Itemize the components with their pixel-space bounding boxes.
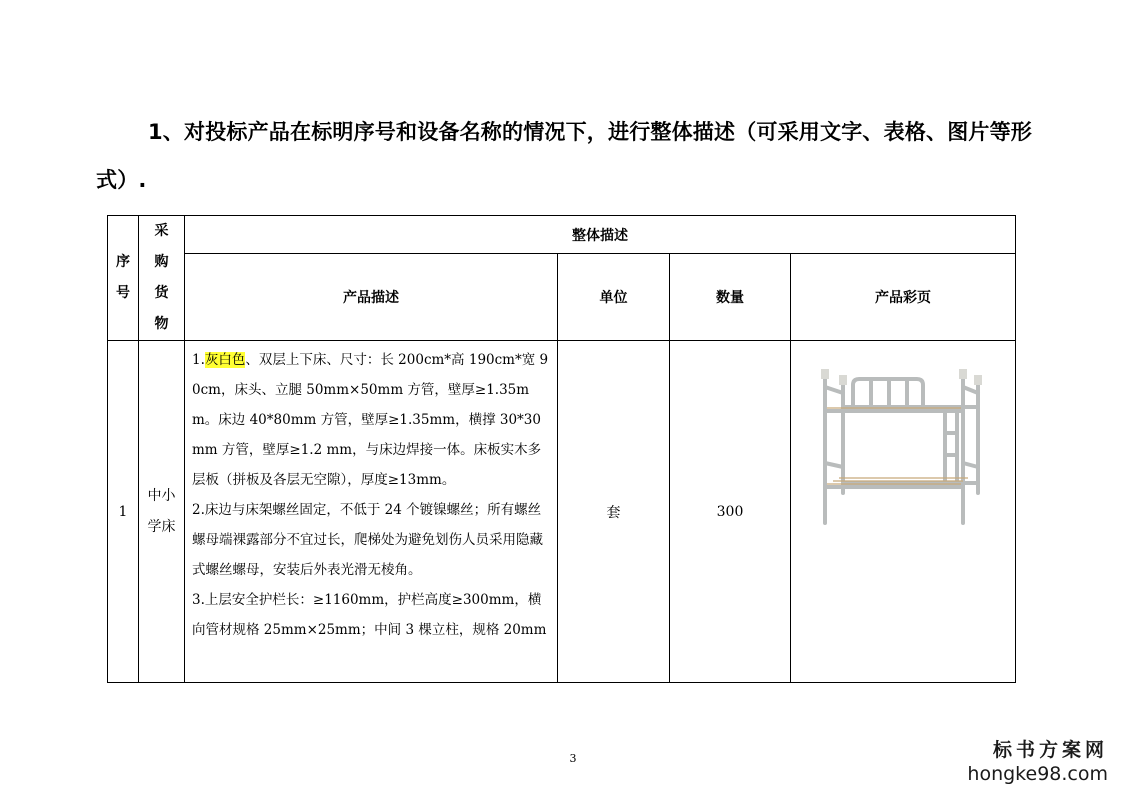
watermark-cn: 标书方案网	[992, 739, 1108, 761]
header-desc: 产品描述	[185, 254, 558, 341]
header-seq: 序号	[108, 216, 139, 341]
row-photo	[791, 341, 1016, 683]
header-goods: 采购货物	[139, 216, 185, 341]
row-unit: 套	[558, 341, 670, 683]
watermark	[967, 738, 1108, 786]
row-goods: 中小学床	[139, 341, 185, 683]
product-spec-table	[107, 215, 1016, 683]
color-highlight: 灰白色	[204, 352, 246, 368]
row-seq: 1	[108, 341, 139, 683]
header-qty: 数量	[670, 254, 791, 341]
section-heading: 1、对投标产品在标明序号和设备名称的情况下，进行整体描述（可采用文字、表格、图片等形式）.	[96, 120, 1033, 192]
bunk-bed-photo	[813, 363, 993, 533]
row-description	[185, 341, 558, 683]
header-overall: 整体描述	[185, 216, 1016, 254]
watermark-en: hongke98.com	[967, 763, 1108, 785]
row-qty: 300	[670, 341, 791, 683]
page-number: 3	[569, 752, 577, 765]
header-photo: 产品彩页	[791, 254, 1016, 341]
desc-item-2: 2.床边与床架螺丝固定，不低于 24 个镀镍螺丝；所有螺丝螺母端裸露部分不宜过长，爬梯处为避免划伤人员采用隐藏式螺丝螺母，安装后外表光滑无棱角。	[192, 502, 543, 578]
table-row	[108, 341, 1016, 683]
desc-item-1: 1.灰白色、双层上下床、尺寸：长 200cm*高 190cm*宽 90cm，床头、立腿 50mm×50mm 方管，壁厚≥1.35mm。床边 40*80mm 方管，壁厚≥1.35mm，横撑 30*30mm 方管，壁厚≥1.2 mm，与床边焊接一体。床板实木多层板（拼板及各层无空隙），厚度≥13mm。	[192, 352, 549, 488]
header-unit: 单位	[558, 254, 670, 341]
desc-item-3: 3.上层安全护栏长：≥1160mm，护栏高度≥300mm，横向管材规格 25mm×25mm；中间 3 棵立柱，规格 20mm	[192, 592, 547, 638]
